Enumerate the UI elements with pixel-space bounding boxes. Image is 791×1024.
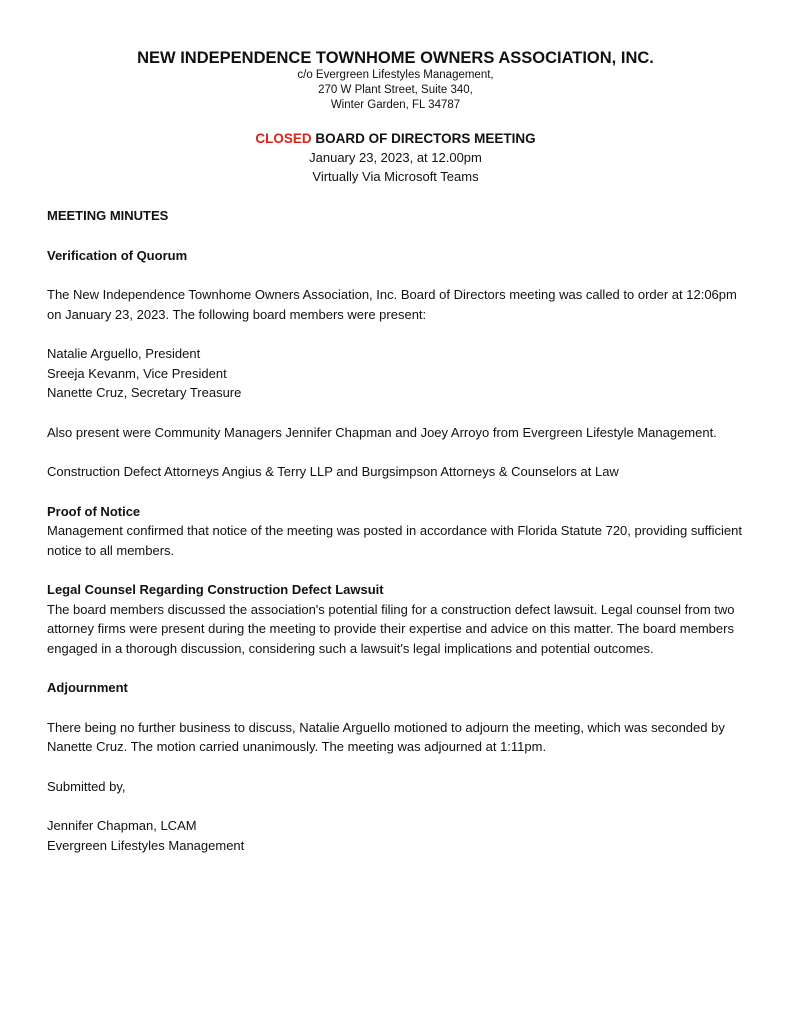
meeting-date: January 23, 2023, at 12.00pm bbox=[309, 150, 482, 165]
address-line-1: c/o Evergreen Lifestyles Management, bbox=[297, 69, 494, 81]
adjournment-text: There being no further business to discuss, Natalie Arguello motioned to adjourn the meeting, which was seconded by Nanette Cruz. The motion carried unanimously. The meeting was adjourned at 1:11pm. bbox=[47, 719, 725, 754]
meeting-title bbox=[0, 130, 791, 148]
meeting-info bbox=[0, 130, 791, 186]
signer-company: Evergreen Lifestyles Management bbox=[47, 837, 245, 853]
adjournment-heading: Adjournment bbox=[47, 680, 128, 695]
submitted-by: Submitted by, bbox=[47, 778, 126, 794]
signer-name: Jennifer Chapman, LCAM bbox=[47, 818, 197, 833]
legal-text: The board members discussed the association's potential filing for a construction defect lawsuit. Legal counsel from two attorney firms were present during the meeting to provide their expertise and advice on this matter. The board members engaged in a thorough discussion, considering such a lawsuit's legal implications and potential outcomes. bbox=[47, 601, 735, 656]
meeting-title-text: BOARD OF DIRECTORS MEETING bbox=[311, 131, 536, 146]
member-president: Natalie Arguello, President bbox=[47, 346, 201, 361]
address-line-3: Winter Garden, FL 34787 bbox=[330, 99, 461, 111]
notice-heading: Proof of Notice bbox=[47, 503, 141, 519]
member-secretary-treasurer: Nanette Cruz, Secretary Treasure bbox=[47, 385, 242, 400]
legal-heading: Legal Counsel Regarding Construction Defect Lawsuit bbox=[47, 582, 384, 597]
also-present-text: Also present were Community Managers Jennifer Chapman and Joey Arroyo from Evergreen Lifestyle Management. bbox=[47, 424, 717, 440]
closed-label: CLOSED bbox=[255, 131, 312, 146]
minutes-body bbox=[47, 206, 747, 855]
member-vice-president: Sreeja Kevanm, Vice President bbox=[47, 365, 227, 381]
attorneys-text: Construction Defect Attorneys Angius & Terry LLP and Burgsimpson Attorneys & Counselors at Law bbox=[47, 464, 619, 479]
minutes-heading: MEETING MINUTES bbox=[47, 208, 169, 223]
address-line-2: 270 W Plant Street, Suite 340, bbox=[318, 84, 473, 96]
quorum-heading: Verification of Quorum bbox=[47, 247, 188, 263]
notice-text: Management confirmed that notice of the meeting was posted in accordance with Florida Statute 720, providing sufficient notice to all members. bbox=[47, 523, 742, 558]
meeting-venue: Virtually Via Microsoft Teams bbox=[312, 169, 479, 184]
letterhead bbox=[0, 48, 791, 113]
organization-name: NEW INDEPENDENCE TOWNHOME OWNERS ASSOCIATION, INC. bbox=[137, 49, 654, 67]
quorum-text: The New Independence Townhome Owners Association, Inc. Board of Directors meeting was called to order at 12:06pm on January 23, 2023. The following board members were present: bbox=[47, 287, 737, 322]
